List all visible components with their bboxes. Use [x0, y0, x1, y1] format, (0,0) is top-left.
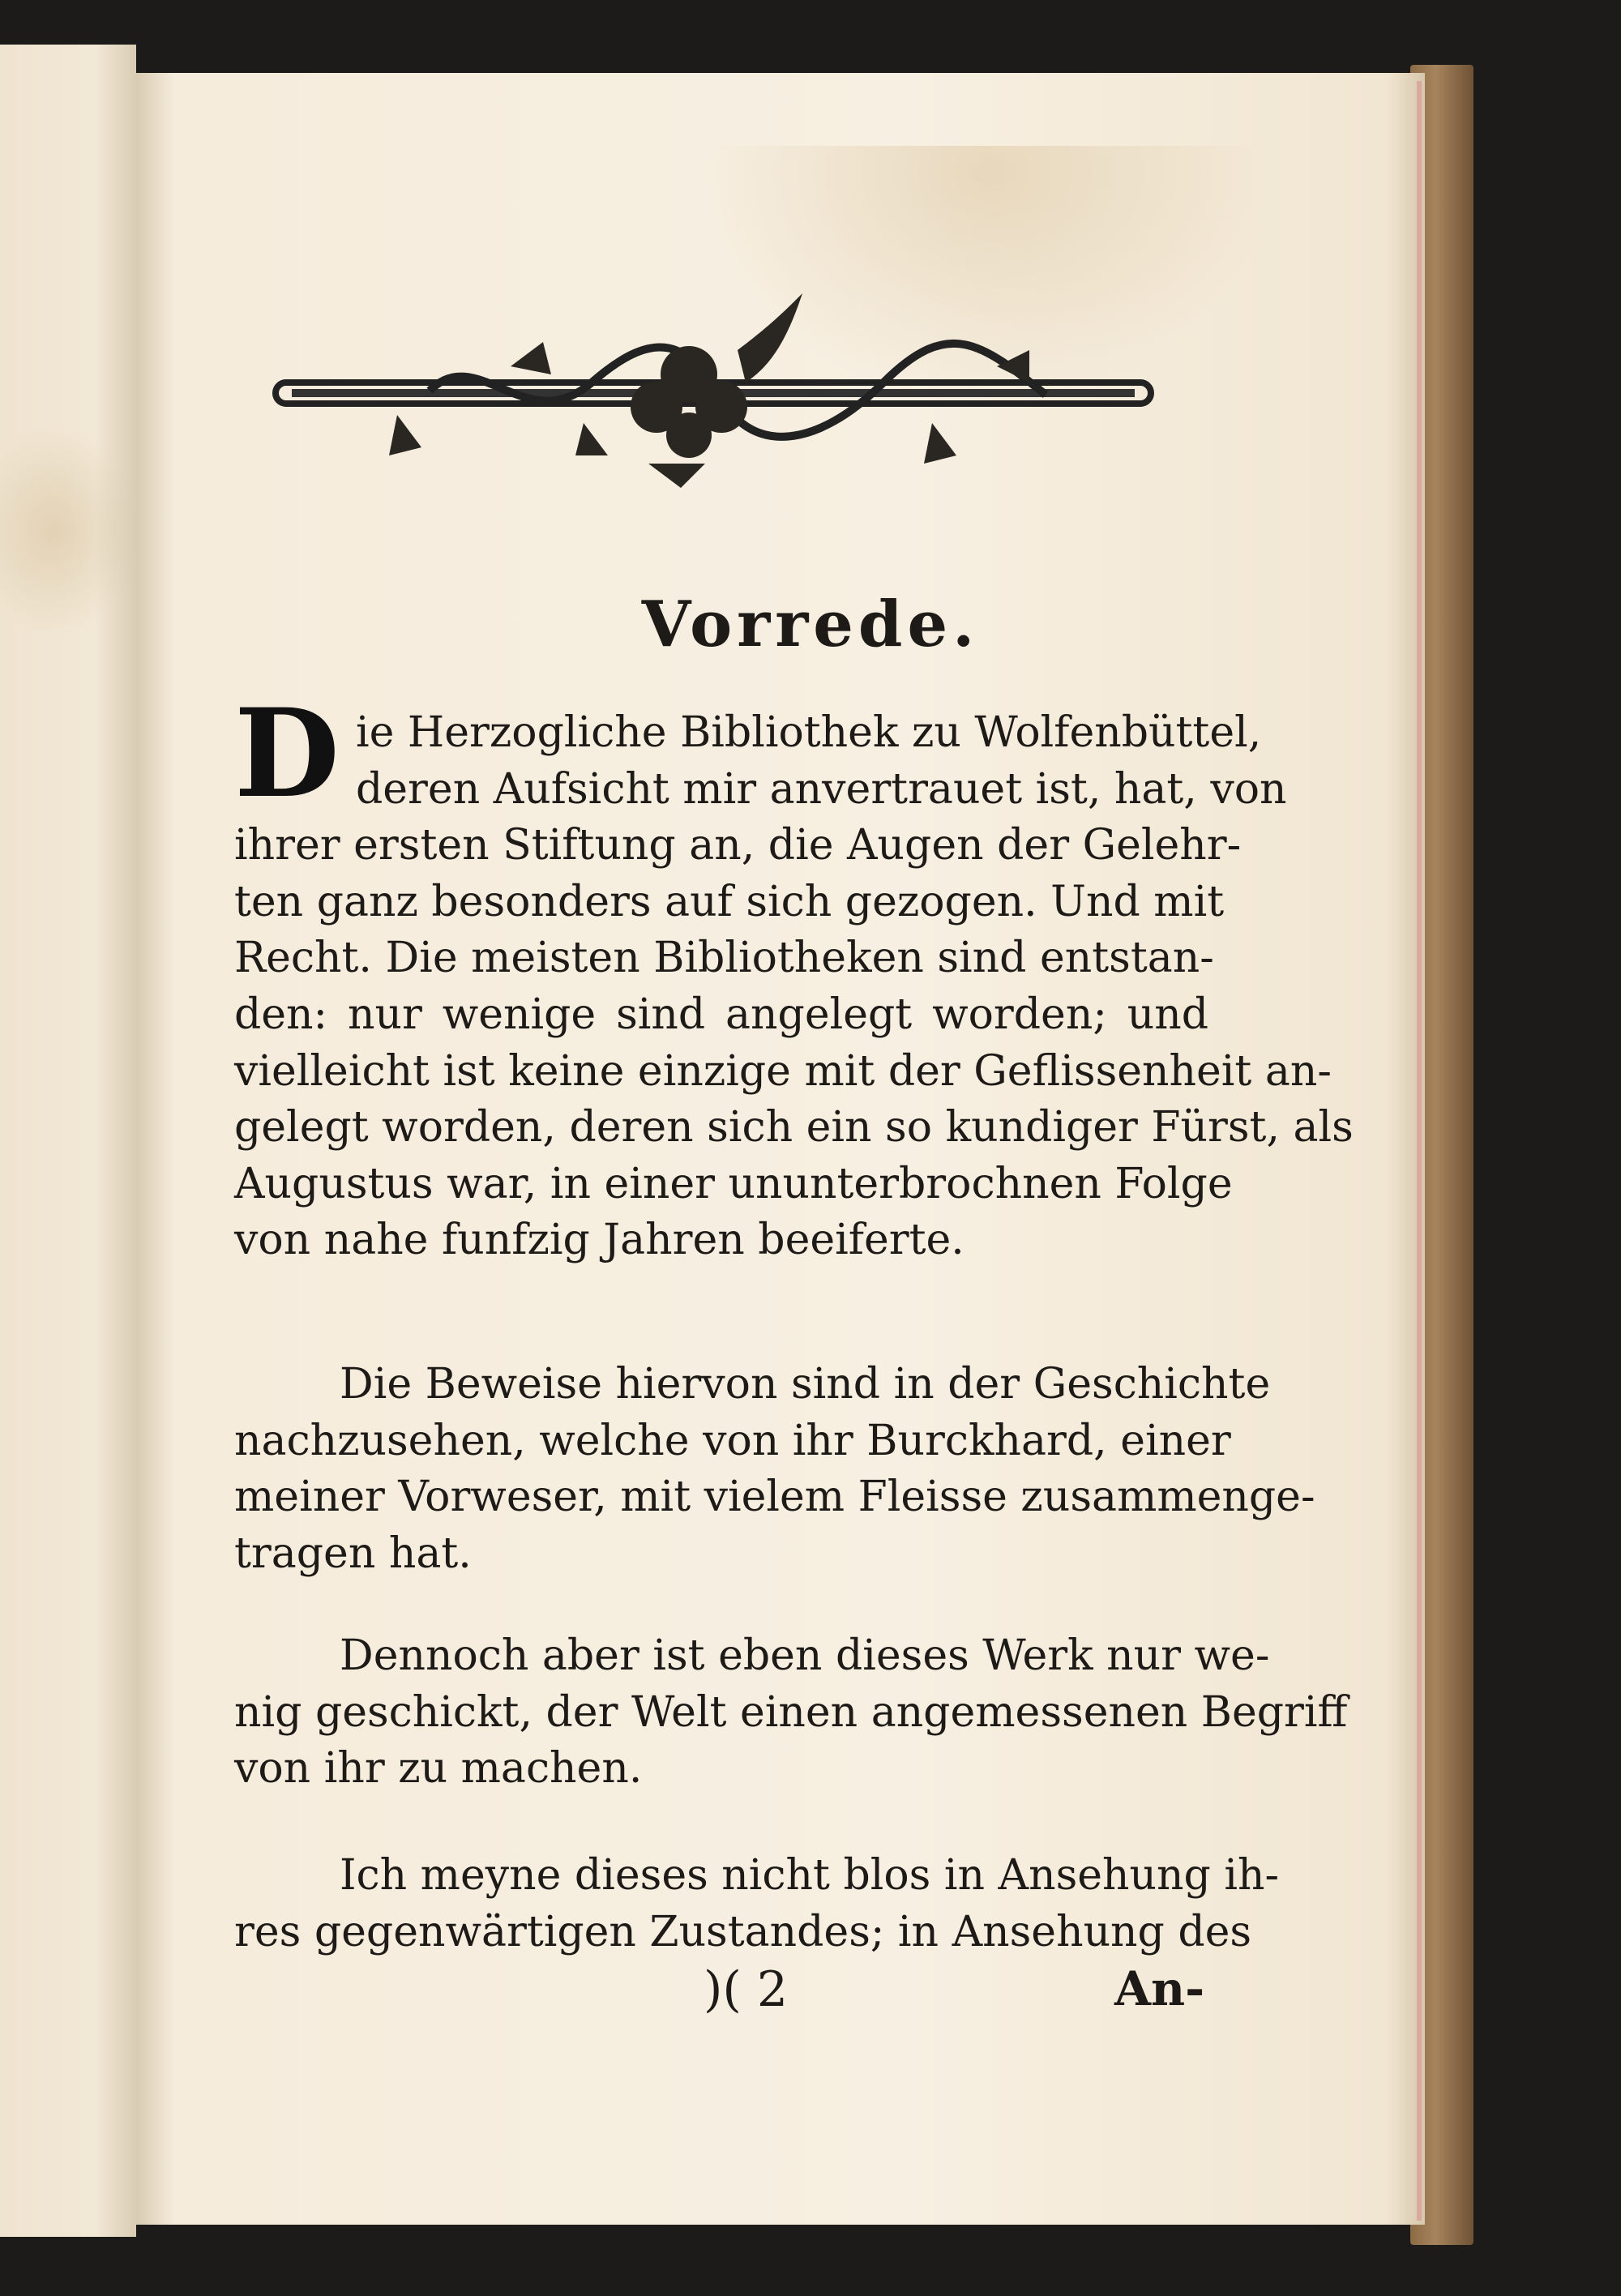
text-line: vielleicht ist keine einzige mit der Geflissenheit an-	[234, 1046, 1332, 1096]
signature-mark: )( 2	[704, 1961, 789, 2018]
text-line: von ihr zu machen.	[234, 1744, 643, 1794]
text-line: den: nur wenige sind angelegt worden; und	[234, 990, 1208, 1039]
text-line: meiner Vorweser, mit vielem Fleisse zusammenge-	[234, 1473, 1315, 1522]
paragraph	[234, 1848, 1280, 1960]
text-line: deren Aufsicht mir anvertrauet ist, hat, von	[356, 764, 1287, 814]
page-title: Vorrede.	[641, 588, 980, 661]
previous-page-edge	[0, 45, 136, 2237]
text-line: ihrer ersten Stiftung an, die Augen der Gelehr-	[234, 821, 1242, 870]
paragraph	[234, 1357, 1315, 1582]
floral-headpiece-ornament	[267, 293, 1165, 490]
drop-cap: D	[233, 682, 340, 825]
text-line: Die Beweise hiervon sind in der Geschichte	[340, 1360, 1271, 1409]
text-line: ie Herzogliche Bibliothek zu Wolfenbüttel,	[356, 708, 1262, 757]
text-line: Ich meyne dieses nicht blos in Ansehung ih-	[340, 1851, 1280, 1900]
catchword: An-	[1114, 1961, 1205, 2016]
text-line: gelegt worden, deren sich ein so kundiger Fürst, als	[234, 1103, 1354, 1152]
text-line: von nahe funfzig Jahren beeiferte.	[234, 1216, 964, 1265]
page-edge	[1417, 81, 1422, 2221]
text-line: nachzusehen, welche von ihr Burckhard, einer	[234, 1416, 1231, 1465]
text-line: Dennoch aber ist eben dieses Werk nur we-	[340, 1631, 1270, 1680]
text-line: Recht. Die meisten Bibliotheken sind entstan-	[234, 934, 1214, 983]
text-line: res gegenwärtigen Zustandes; in Ansehung des	[234, 1907, 1252, 1956]
paragraph	[234, 1628, 1348, 1798]
text-line: tragen hat.	[234, 1529, 472, 1578]
text-line: Augustus war, in einer ununterbrochnen Folge	[234, 1159, 1233, 1208]
text-line: ten ganz besonders auf sich gezogen. Und mit	[234, 877, 1225, 926]
text-line: nig geschickt, der Welt einen angemessenen Begriff	[234, 1687, 1348, 1737]
paragraph	[233, 682, 1354, 1269]
